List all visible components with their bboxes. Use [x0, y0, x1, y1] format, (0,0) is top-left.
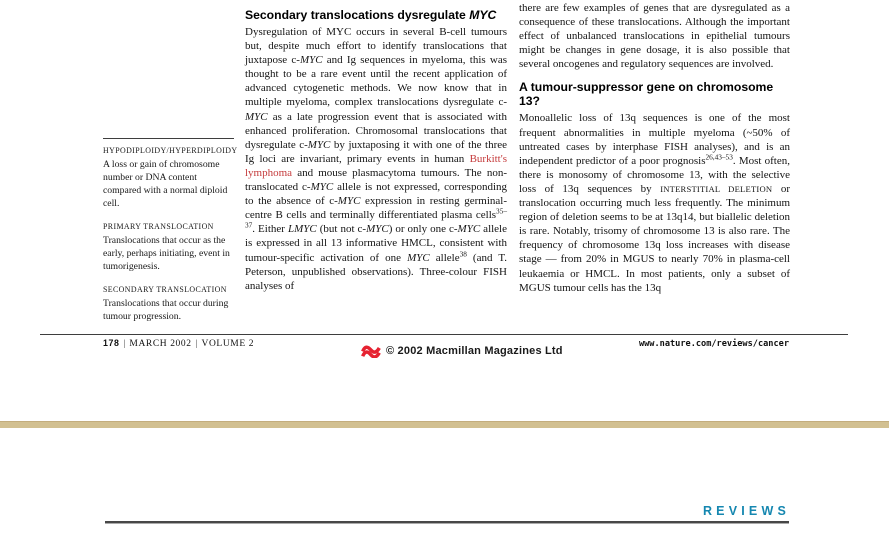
text-segment: as a late progression event that is associated with enhanced proliferation. Chromosomal translocations that dysregulate c- — [245, 110, 507, 151]
text-segment: Dysregulation of MYC occurs in several B-cell tumours but, despite much effort to identify translocations that juxtapose c- — [245, 26, 507, 67]
article-column-middle — [245, 8, 507, 293]
glossary-sidebar — [103, 138, 238, 335]
glossary-top-rule — [103, 138, 234, 139]
text-segment: allele is not expressed, corresponding to the absence of c- — [245, 181, 507, 208]
footer-separator: | — [123, 339, 126, 349]
volume-label: VOLUME 2 — [201, 339, 255, 349]
text-segment: MYC — [337, 195, 361, 208]
text-segment: and Ig sequences in myeloma, this was thought to be a rare event until the recent application of advanced cytogenetic methods. We now know that in multiple myeloma, complex translocations dysregulate c- — [245, 54, 507, 109]
text-segment: 38 — [459, 248, 467, 258]
footer-page-info — [103, 338, 254, 349]
text-segment: MYC — [457, 223, 481, 236]
glossary-term: SECONDARY TRANSLOCATION — [103, 285, 227, 294]
text-segment: LMYC — [287, 223, 317, 236]
burkitts-lymphoma-link[interactable]: Burkitt's lymphoma — [245, 152, 507, 179]
article-paragraph-chromosome13 — [519, 111, 790, 294]
copyright-line — [361, 344, 563, 358]
text-segment: 35–37 — [245, 206, 507, 230]
section-heading-tumour-suppressor: A tumour-suppressor gene on chromosome 13? — [519, 80, 774, 109]
text-segment: or translocation occurring much less frequently. The minimum region of deletion seems to be at 13q14, but biallelic deletion is rare. Notably, trisomy of chromosome 13 is also rare. The frequency of chromosome 13q loss increases with disease stage — from 20% in MGUS to nearly 70% in plasma-cell leukaemia or HMCL. In most patients, only a subset of MGUS tumour cells has the 13q — [519, 182, 790, 294]
glossary-item — [103, 285, 234, 323]
macmillan-logo-icon — [361, 344, 381, 358]
footer-separator: | — [195, 339, 198, 349]
text-segment: Monoallelic loss of 13q sequences is one of the most frequent abnormalities in multiple myeloma (~50% of untreated cases by interphase FISH analyses), and is an independent predictor of a poor prognosis — [519, 112, 790, 167]
article-column-right — [519, 1, 790, 295]
text-segment: by juxtaposing it with one of the three Ig loci are invariant, primary events in human — [245, 138, 508, 165]
page-separator-band — [0, 421, 889, 428]
issue-date: MARCH 2002 — [129, 339, 192, 349]
copyright-text: © 2002 Macmillan Magazines Ltd — [386, 345, 563, 357]
text-segment: and mouse plasmacytoma tumours. The non-translocated c- — [245, 166, 507, 194]
journal-url[interactable]: www.nature.com/reviews/cancer — [638, 339, 789, 349]
text-segment: (but not c- — [316, 223, 367, 236]
text-segment: ) or only one c- — [388, 223, 458, 236]
glossary-term: PRIMARY TRANSLOCATION — [103, 222, 214, 231]
text-segment: INTERSTITIAL DELETION — [660, 183, 773, 194]
text-segment: MYC — [310, 181, 334, 194]
text-segment: MYC — [407, 251, 430, 264]
text-segment: 26,43–53 — [705, 152, 733, 162]
text-segment: (and T. Peterson, unpublished observations). Three-colour FISH analyses of — [245, 251, 507, 292]
article-paragraph-myc — [245, 25, 507, 293]
section-heading-secondary-translocations — [245, 8, 507, 22]
glossary-definition: Translocations that occur during tumour progression. — [103, 298, 229, 322]
text-segment: allele is expressed in all 13 informative HMCL, consistent with tumour-specific activation of one — [245, 223, 507, 264]
text-segment: expression in resting germinal-centre B cells and terminally differentiated plasma cells — [245, 195, 507, 222]
text-segment: MYC — [469, 8, 497, 22]
text-segment: MYC — [366, 223, 389, 236]
article-paragraph-translocations: there are few examples of genes that are dysregulated as a consequence of these translocations. Although the important effect of unbalanced translocations in epithelial tumours might be changes in gene dosage, it is also possible that several oncogenes and regulatory sequences are involved. — [519, 2, 790, 71]
text-segment: MYC — [245, 110, 268, 123]
text-segment: Secondary translocations dysregulate — [245, 8, 470, 22]
text-segment: . Most often, there is monosomy of chromosome 13, with the selective loss of 13q sequences by — [519, 154, 790, 195]
reviews-section-label: REVIEWS — [702, 504, 790, 518]
glossary-definition: A loss or gain of chromosome number or DNA content compared with a normal diploid cell. — [103, 159, 228, 209]
reviews-header-rule — [105, 521, 789, 524]
footer-rule — [40, 334, 848, 335]
text-segment: MYC — [299, 54, 323, 67]
glossary-definition: Translocations that occur as the early, perhaps initiating, event in tumorigenesis. — [103, 235, 230, 272]
page-number: 178 — [103, 338, 120, 348]
text-segment: allele — [429, 251, 460, 264]
text-segment: . Either — [252, 223, 288, 236]
glossary-item — [103, 222, 234, 273]
text-segment: MYC — [307, 138, 331, 151]
glossary-term: HYPODIPLOIDY/HYPERDIPLOIDY — [103, 146, 238, 155]
glossary-item — [103, 146, 238, 210]
